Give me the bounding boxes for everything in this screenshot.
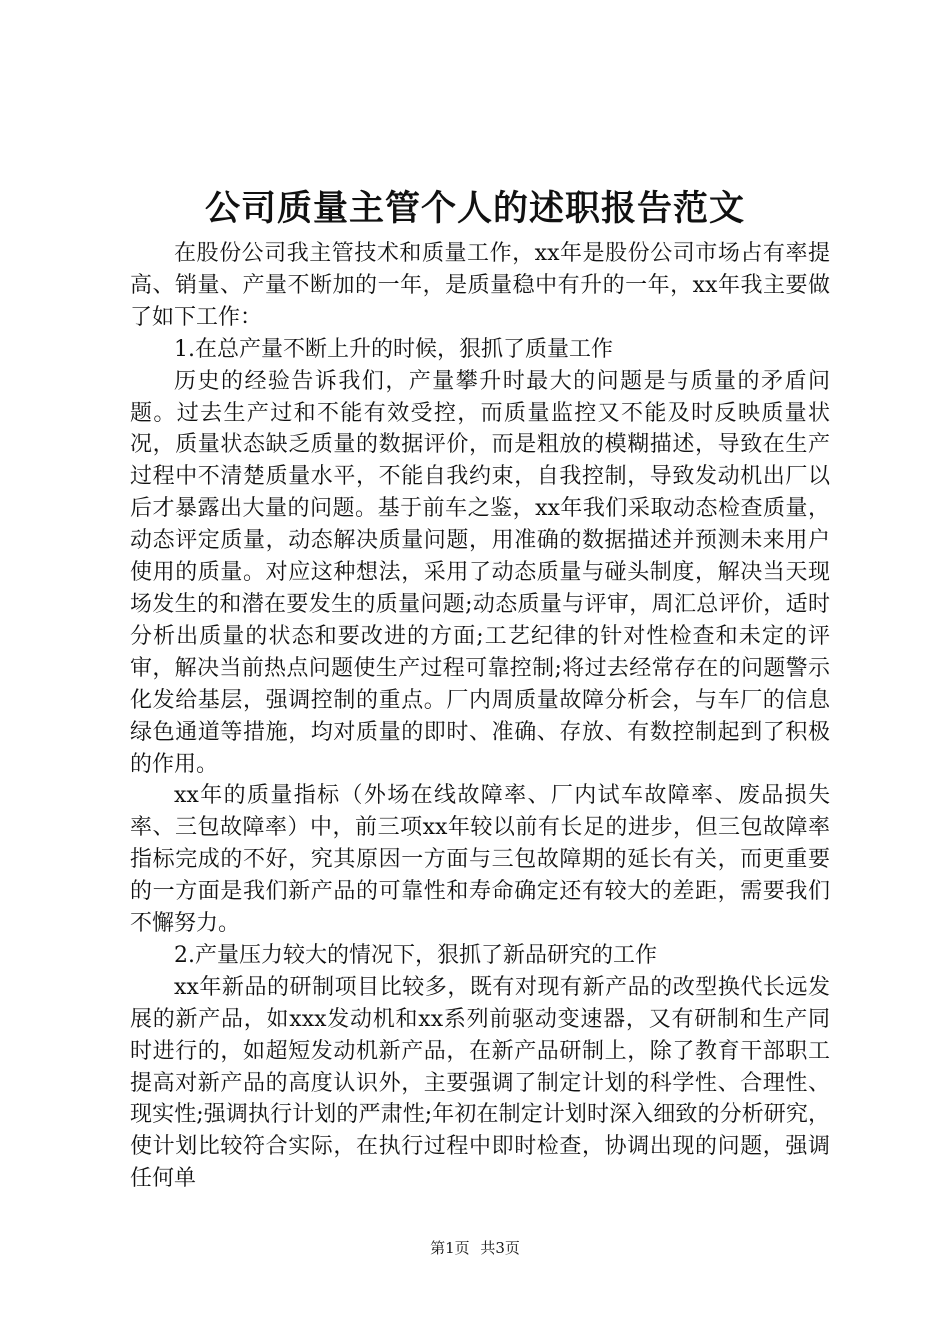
- document-body: [130, 238, 830, 1195]
- page-total: 共3页: [480, 1239, 520, 1257]
- document-title: 公司质量主管个人的述职报告范文: [204, 188, 745, 229]
- paragraph-quality-history: 历史的经验告诉我们，产量攀升时最大的问题是与质量的矛盾问题。过去生产过和不能有效受控，而质量监控又不能及时反映质量状况，质量状态缺乏质量的数据评价，而是粗放的模糊描述，导致在生产过程中不清楚质量水平，不能自我约束，自我控制，导致发动机出厂以后才暴露出大量的问题。基于前车之鉴，xx年我们采取动态检查质量，动态评定质量，动态解决质量问题，用准确的数据描述并预测未来用户使用的质量。对应这种想法，采用了动态质量与碰头制度，解决当天现场发生的和潜在要发生的质量问题;动态质量与评审，周汇总评价，适时分析出质量的状态和要改进的方面;工艺纪律的针对性检查和未定的评审，解决当前热点问题使生产过程可靠控制;将过去经常存在的问题警示化发给基层，强调控制的重点。厂内周质量故障分析会，与车厂的信息绿色通道等措施，均对质量的即时、准确、存放、有数控制起到了积极的作用。: [130, 368, 830, 777]
- page-footer: [0, 1238, 950, 1258]
- paragraph-new-products: xx年新品的研制项目比较多，既有对现有新产品的改型换代长远发展的新产品，如xxx发动机和xx系列前驱动变速器，又有研制和生产同时进行的，如超短发动机新产品，在新产品研制上，除了教育干部职工提高对新产品的高度认识外，主要强调了制定计划的科学性、合理性、现实性;强调执行计划的严肃性;年初在制定计划时深入细致的分析研究，使计划比较符合实际，在执行过程中即时检查，协调出现的问题，强调任何单: [130, 974, 830, 1192]
- section-heading-2: 2.产量压力较大的情况下，狠抓了新品研究的工作: [174, 942, 657, 968]
- paragraph-quality-indicators: xx年的质量指标（外场在线故障率、厂内试车故障率、废品损失率、三包故障率）中，前三项xx年较以前有长足的进步，但三包故障率指标完成的不好，究其原因一方面与三包故障期的延长有关，而更重要的一方面是我们新产品的可靠性和寿命确定还有较大的差距，需要我们不懈努力。: [130, 783, 830, 937]
- paragraph-intro: 在股份公司我主管技术和质量工作，xx年是股份公司市场占有率提高、销量、产量不断加的一年，是质量稳中有升的一年，xx年我主要做了如下工作：: [130, 241, 830, 330]
- section-heading-1: 1.在总产量不断上升的时候，狠抓了质量工作: [174, 336, 613, 362]
- page-number: 第1页: [430, 1239, 470, 1257]
